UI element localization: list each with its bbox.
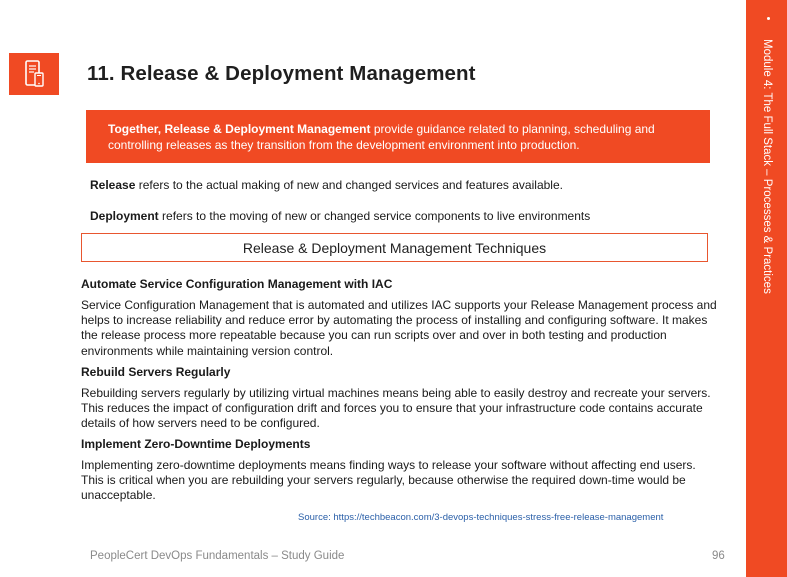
- footer-guide-title: PeopleCert DevOps Fundamentals – Study Guide: [90, 550, 345, 562]
- techniques-heading: Release & Deployment Management Techniques: [242, 239, 547, 256]
- deployment-definition: [90, 209, 590, 223]
- deployment-text: refers to the moving of new or changed service components to live environments: [158, 209, 591, 223]
- banner-bold-text: Together, Release & Deployment Management: [108, 122, 371, 136]
- section-body-rebuild: Rebuilding servers regularly by utilizing virtual machines means being able to easily destroy and recreate your servers. This reduces the impact of configuration drift and forces you to ensure that your infrastructure code contains accurate details of how servers need to be configured.: [81, 386, 711, 431]
- section-heading-rebuild: Rebuild Servers Regularly: [81, 365, 231, 379]
- module-label: Module 4: The Full Stack – Processes & Practices: [761, 39, 773, 294]
- section-body-iac: Service Configuration Management that is automated and utilizes IAC supports your Release Management process and helps to increase reliability and reduce error by automating the process of installing and configuring software. It makes the release process more repeatable because you can run scripts over and over in both testing and production environments while maintaining version control.: [81, 298, 717, 358]
- section-heading-zero-downtime: Implement Zero-Downtime Deployments: [81, 437, 311, 451]
- document-phone-icon-graphic: [19, 59, 49, 89]
- section-body-zero-downtime: Implementing zero-downtime deployments means finding ways to release your software without affecting end users. This is critical when you are rebuilding your servers regularly, because otherwise the required down-time would be unacceptable.: [81, 458, 696, 503]
- release-text: refers to the actual making of new and changed services and features available.: [135, 178, 563, 192]
- section-heading-iac: Automate Service Configuration Management with IAC: [81, 277, 393, 291]
- summary-banner: [86, 110, 710, 163]
- side-bar-dot: [767, 17, 770, 20]
- source-citation: Source: https://techbeacon.com/3-devops-techniques-stress-free-release-management: [298, 512, 664, 523]
- document-phone-icon: [9, 53, 59, 95]
- page-title: 11. Release & Deployment Management: [87, 62, 476, 85]
- deployment-term: Deployment: [90, 209, 159, 223]
- page-number: 96: [712, 550, 725, 562]
- banner-text: provide guidance related to planning, scheduling and controlling releases as they transition from the development environment into production.: [108, 122, 655, 152]
- techniques-heading-box: [81, 233, 708, 262]
- release-term: Release: [90, 178, 136, 192]
- release-definition: [90, 178, 563, 192]
